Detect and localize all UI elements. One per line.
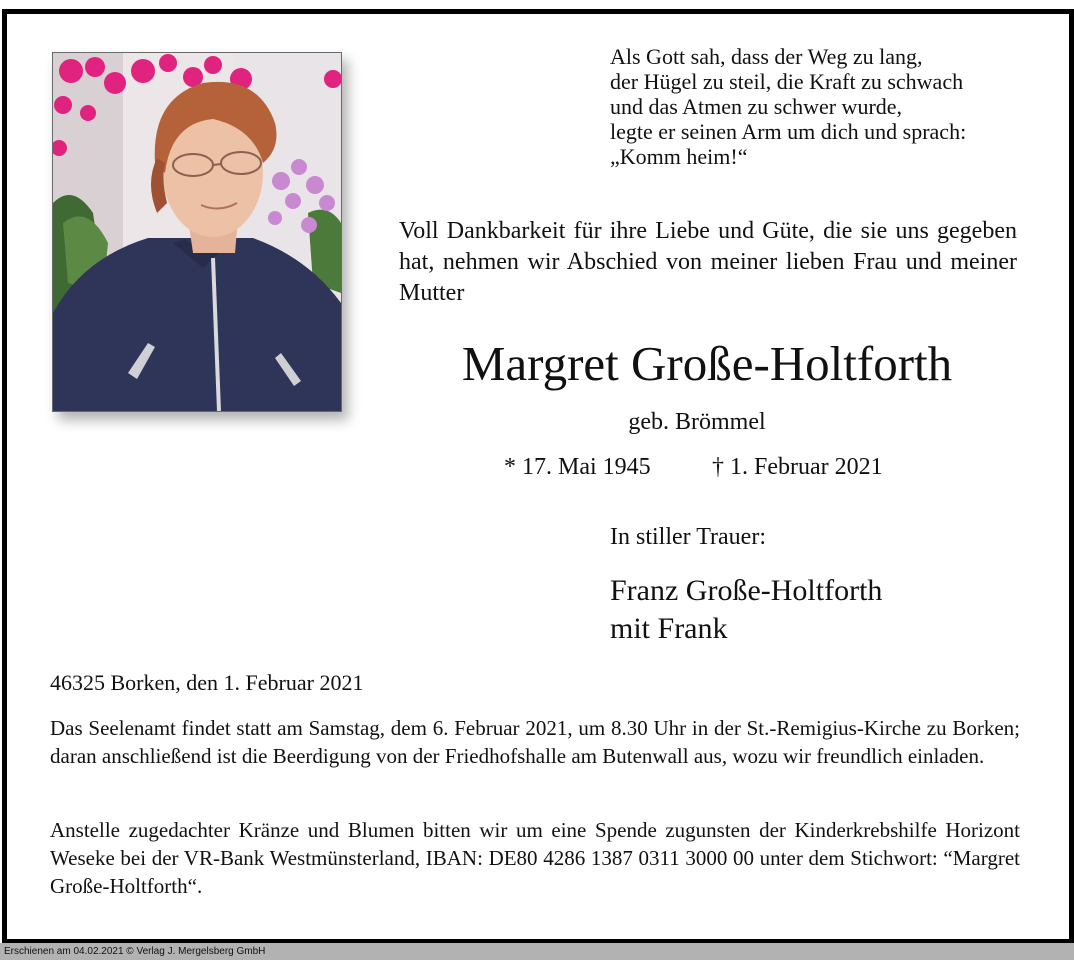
obituary-notice — [2, 9, 1074, 944]
donation-paragraph: Anstelle zugedachter Kränze und Blumen bitten wir um eine Spende zugunsten der Kinderkrebshilfe Horizont Weseke bei der VR-Bank Westmünsterland, IBAN: DE80 4286 1387 0311 3000 00 unter dem Stichwort: “Margret Große-Holtforth“. — [50, 818, 1020, 898]
poem-line: und das Atmen zu schwer wurde, — [610, 94, 903, 119]
intro-text: Voll Dankbarkeit für ihre Liebe und Güte, die sie uns gegeben hat, nehmen wir Abschied von meiner lieben Frau und meiner Mutter — [399, 218, 1017, 306]
mourner-name: Franz Große-Holtforth — [610, 574, 883, 607]
maiden-name: geb. Brömmel — [628, 409, 766, 435]
mourner-name: mit Frank — [610, 612, 728, 645]
mourners — [610, 572, 882, 648]
poem-line: legte er seinen Arm um dich und sprach: — [610, 119, 967, 144]
poem-line: der Hügel zu steil, die Kraft zu schwach — [610, 69, 964, 94]
poem-line: „Komm heim!“ — [610, 144, 748, 169]
deceased-name: Margret Große-Holtforth — [461, 336, 953, 391]
poem-line: Als Gott sah, dass der Weg zu lang, — [610, 44, 923, 69]
death-date: † 1. Februar 2021 — [712, 454, 883, 480]
portrait-photo — [52, 52, 342, 412]
funeral-info-paragraph: Das Seelenamt findet statt am Samstag, dem 6. Februar 2021, um 8.30 Uhr in der St.-Remigius-Kirche zu Borken; daran anschließend ist die Beerdigung von der Friedhofshalle am Butenwall aus, wozu wir freundlich einladen. — [50, 716, 1020, 768]
place-date: 46325 Borken, den 1. Februar 2021 — [50, 670, 364, 695]
birth-date: * 17. Mai 1945 — [504, 454, 651, 480]
publication-footer: Erschienen am 04.02.2021 © Verlag J. Mergelsberg GmbH — [0, 943, 1074, 960]
poem — [610, 44, 966, 169]
mourning-label: In stiller Trauer: — [610, 524, 766, 550]
